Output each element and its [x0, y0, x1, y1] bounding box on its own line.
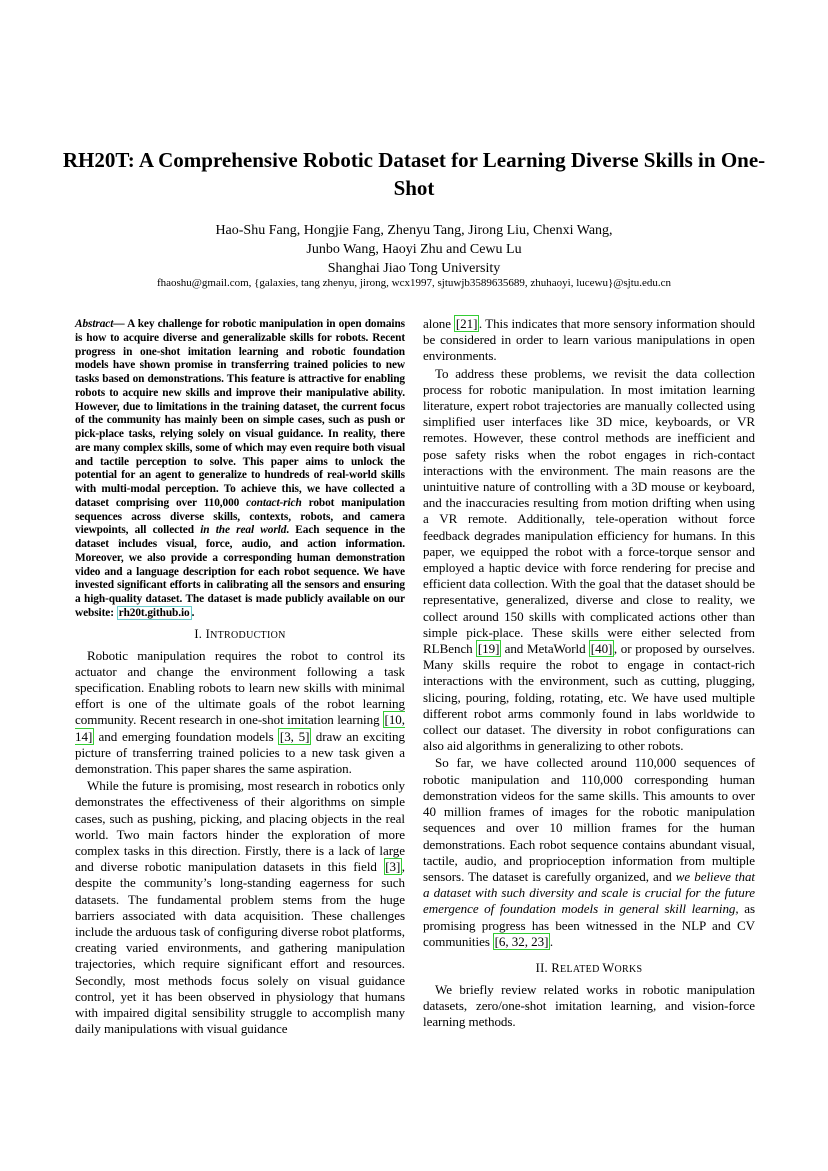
author-block [120, 221, 708, 278]
text-run: So far, we have collected around 110,000 sequences of robotic manipulation and 110,000 corresponding human demonstration videos for the same skills. This amounts to over 40 million frames of images for the robotic manipulation sequences and over 10 million frames for the human demonstrations. Each robot sequence contains abundant visual, tactile, audio, and proprioception information from multiple sensors. The dataset is carefully organized, and [423, 755, 755, 884]
heading-cap: R [551, 960, 561, 975]
related-paragraph-1: We briefly review related works in robotic manipulation datasets, zero/one-shot imitation learning, and vision-force learning methods. [423, 981, 755, 1030]
intro-paragraph-1 [75, 648, 405, 778]
text-run: draw an exciting picture of transferring trained policies to a new task given a demonstration. This paper shares the same aspiration. [75, 728, 406, 776]
heading-rest: ELATED [560, 963, 603, 975]
heading-number: I. [194, 626, 206, 641]
text-run: , despite the community’s long-standing eagerness for such datasets. The fundamental problem stems from the huge barriers associated with data acquisition. These challenges include the arduous task of configuring diverse robot platforms, creating varied environments, and gathering manipulation trajectories, which require significant effort and resources. Secondly, most methods focus solely on visual guidance control, yet it has been observed in physiology that humans with impaired digital sensibility struggle to accomplish many daily manipulations with visual guidance [75, 859, 405, 1037]
heading-rest: NTRODUCTION [210, 629, 286, 641]
text-run: and emerging foundation models [93, 728, 279, 744]
emphasis-text: we believe that a dataset with such diversity and scale is crucial for the future emergence of foundation models in general skill learning, [423, 868, 755, 917]
text-run: While the future is promising, most research in robotics only demonstrates the effectiveness of their algorithms on simple cases, such as pushing, picking, and placing objects in the real world. Two main factors hinder the exploration of more complex tasks in this direction. Firstly, there is a lack of large and diverse robotic manipulation datasets in this field [75, 778, 405, 875]
authors-line-2: Junbo Wang, Haoyi Zhu and Cewu Lu [306, 242, 522, 257]
citation-link[interactable]: [19] [477, 641, 500, 657]
abstract-text-1: A key challenge for robotic manipulation in open domains is how to acquire diverse and generalizable skills for robots. Recent progress in one-shot imitation learning and robotic foundation models have shown promise in transferring trained policies to new tasks based on demonstrations. This feature is attractive for enabling robots to acquire new skills and improve their manipulative ability. However, due to limitations in the training dataset, the current focus of the community has mainly been on simple cases, such as push or pick-place tasks, relying solely on visual guidance. In reality, there are many complex skills, some of which may even require both visual and tactile perception to solve. This paper aims to unlock the potential for an agent to generalize to hundreds of real-world skills with multi-modal perception. To achieve this, we have collected a dataset comprising over 110,000 [75, 318, 405, 509]
citation-link[interactable]: [10, 14] [75, 712, 405, 744]
section-heading-related-works [423, 960, 755, 978]
abstract-sep: — [113, 318, 128, 330]
section-heading-introduction [75, 626, 405, 644]
citation-link[interactable]: [3, 5] [279, 728, 310, 744]
paper-title: RH20T: A Comprehensive Robotic Dataset for Learning Diverse Skills in One-Shot [62, 148, 766, 200]
heading-number: II. [535, 960, 552, 975]
left-column [75, 318, 405, 1037]
abstract-text-3: . Each sequence in the dataset includes visual, force, audio, and action information. Moreover, we also provide a corresponding human demonstration video and a language description for each robot sequence. We have invested significant efforts in calibrating all the sensors and ensuring a high-quality dataset. The dataset is made publicly available on our website: [75, 524, 406, 619]
heading-cap: I [205, 626, 211, 641]
abstract-label: Abstract [75, 318, 114, 330]
text-run: as promising progress has been witnessed in the NLP and CV communities [423, 901, 755, 949]
text-run: To address these problems, we revisit the data collection process for robotic manipulation. In most imitation learning literature, expert robot trajectories are manually collected using simplified user interfaces like 3D mice, keyboards, or VR remotes. However, these control methods are inefficient and pose safety risks when the robot engages in rich-contact interactions with the environment. The main reasons are the unintuitive nature of controlling with a 3D mouse or keyboard, and the inaccuracies resulting from motion drifting when using a VR remote. Additionally, tele-operation without force feedback degrades manipulation efficiency for humans. In this paper, we equipped the robot with a force-torque sensor and employed a haptic device with force rendering for precise and efficient data collection. With the goal that the dataset should be representative, generalized, diverse and close to reality, we collect around 150 skills with complicated actions other than simple pick-place. These skills were either selected from RLBench [423, 365, 755, 657]
text-run: alone [423, 316, 455, 331]
author-emails: fhaoshu@gmail.com, {galaxies, tang zhenyu, jirong, wcx1997, sjtuwjb3589635689, zhuhaoyi, lucewu}@sjtu.edu.cn [156, 277, 672, 289]
text-run: Robotic manipulation requires the robot to control its actuator and change the environment following a task specification. Enabling robots to learn new skills with minimal effort is one of the ultimate goals of the robot learning community. Recent research in one-shot imitation learning [75, 647, 405, 728]
abstract-text-2: robot manipulation sequences across diverse skills, contexts, robots, and camera viewpoints, all collected [75, 496, 406, 537]
heading-cap: W [602, 960, 615, 975]
abstract-emph-2: in the real world [200, 524, 287, 537]
authors-line-1: Hao-Shu Fang, Hongjie Fang, Zhenyu Tang, Jirong Liu, Chenxi Wang, [215, 223, 613, 238]
abstract-emph-1: contact-rich [246, 496, 302, 509]
intro-paragraph-3 [423, 366, 755, 755]
citation-link[interactable]: [21] [455, 316, 478, 331]
intro-paragraph-2 [75, 778, 405, 1037]
intro-paragraph-2-cont [423, 316, 755, 365]
heading-rest: ORKS [614, 963, 643, 975]
text-run: . This indicates that more sensory information should be considered in order to learn various manipulations in open environments. [423, 316, 755, 364]
citation-link[interactable]: [40] [590, 641, 613, 657]
affiliation: Shanghai Jiao Tong University [327, 261, 501, 276]
text-run: . [549, 933, 554, 949]
website-link[interactable]: rh20t.github.io [118, 606, 190, 619]
citation-link[interactable]: [6, 32, 23] [494, 933, 549, 949]
citation-link[interactable]: [3] [385, 859, 401, 875]
right-column [423, 316, 755, 1031]
abstract [75, 318, 405, 621]
text-run: , or proposed by ourselves. Many skills require the robot to engage in contact-rich interactions with the environment, such as cutting, plugging, slicing, pouring, folding, rotating, etc. We have used multiple different robot arms commonly found in labs worldwide to collect our dataset. The diversity in robot configurations can also aid algorithms in generalizing to other robots. [423, 641, 755, 754]
intro-paragraph-4 [423, 755, 755, 949]
text-run: and MetaWorld [500, 641, 590, 657]
abstract-end: . [191, 606, 195, 619]
